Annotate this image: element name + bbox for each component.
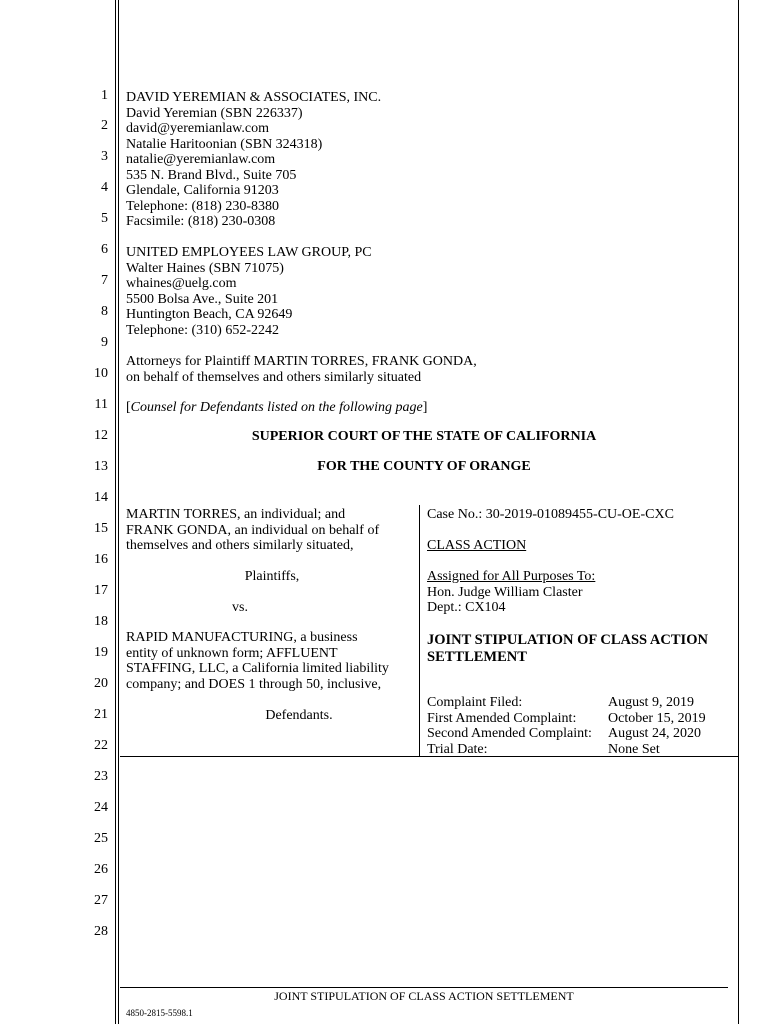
line-number: 2: [101, 118, 108, 133]
line-number: 4: [101, 180, 108, 195]
line-number: 7: [101, 273, 108, 288]
attorney-email: david@yeremianlaw.com: [126, 121, 269, 136]
line-number: 10: [94, 366, 108, 381]
line-number: 17: [94, 583, 108, 598]
defendants-line: RAPID MANUFACTURING, a business: [126, 630, 358, 645]
line-number: 11: [94, 397, 108, 412]
document-title-line: JOINT STIPULATION OF CLASS ACTION: [427, 632, 708, 648]
attorneys-for-line: on behalf of themselves and others similarly situated: [126, 369, 422, 385]
line-number: 9: [101, 335, 108, 350]
date-value: October 15, 2019: [608, 710, 706, 726]
line-number: 28: [94, 924, 108, 939]
firm-city: Glendale, California 91203: [126, 183, 279, 198]
defendants-line: entity of unknown form; AFFLUENT: [126, 645, 338, 661]
line-number: 26: [94, 862, 108, 877]
footer-title: JOINT STIPULATION OF CLASS ACTION SETTLEMENT: [274, 989, 574, 1003]
line-number: 19: [94, 645, 108, 660]
line-number: 8: [101, 304, 108, 319]
bracket-open: [: [126, 400, 131, 415]
line-number: 1: [101, 88, 108, 103]
class-action-label: CLASS ACTION: [427, 538, 527, 553]
line-number: 23: [94, 769, 108, 784]
line-number: 3: [101, 149, 108, 164]
line-number: 20: [94, 676, 108, 691]
firm-facsimile: Facsimile: (818) 230-0308: [126, 214, 276, 229]
plaintiffs-label: Plaintiffs,: [244, 569, 300, 584]
line-number: 24: [94, 800, 108, 815]
date-value: None Set: [608, 741, 660, 757]
left-margin-rule-inner: [118, 0, 119, 1024]
firm-name: UNITED EMPLOYEES LAW GROUP, PC: [126, 245, 372, 260]
firm-telephone: Telephone: (310) 652-2242: [126, 322, 279, 338]
line-number: 18: [94, 614, 108, 629]
assigned-label: Assigned for All Purposes To:: [427, 569, 596, 584]
date-label: Complaint Filed:: [427, 695, 523, 710]
document-title-line: SETTLEMENT: [427, 649, 527, 665]
department: Dept.: CX104: [427, 600, 506, 615]
date-label: Trial Date:: [427, 741, 488, 757]
left-margin-rule: [115, 0, 116, 1024]
defendants-line: company; and DOES 1 through 50, inclusive,: [126, 676, 382, 692]
attorney-email: whaines@uelg.com: [126, 276, 237, 291]
footer-rule: [120, 987, 728, 988]
firm-name: DAVID YEREMIAN & ASSOCIATES, INC.: [126, 90, 382, 105]
firm-address: 535 N. Brand Blvd., Suite 705: [126, 167, 297, 183]
firm-city: Huntington Beach, CA 92649: [126, 307, 293, 322]
firm-address: 5500 Bolsa Ave., Suite 201: [126, 291, 279, 307]
line-number: 27: [94, 893, 108, 908]
judge-name: Hon. Judge William Claster: [427, 584, 583, 600]
defense-counsel-note: [126, 400, 427, 416]
versus-label: vs.: [232, 600, 248, 615]
line-number: 14: [94, 490, 108, 505]
defendants-label: Defendants.: [265, 708, 333, 723]
bracket-close: ]: [422, 400, 428, 415]
line-number: 15: [94, 521, 108, 536]
date-value: August 9, 2019: [608, 695, 694, 710]
attorney-name: David Yeremian (SBN 226337): [126, 105, 303, 121]
plaintiffs-line: themselves and others similarly situated,: [126, 538, 354, 553]
line-number: 21: [94, 707, 108, 722]
line-number: 16: [94, 552, 108, 567]
firm-telephone: Telephone: (818) 230-8380: [126, 198, 279, 214]
date-value: August 24, 2020: [608, 726, 701, 741]
line-number: 13: [94, 459, 108, 474]
defendants-line: STAFFING, LLC, a California limited liability: [126, 661, 389, 676]
attorneys-for-line: Attorneys for Plaintiff MARTIN TORRES, FRANK GONDA,: [126, 354, 477, 369]
date-label: First Amended Complaint:: [427, 710, 577, 726]
attorney-email: natalie@yeremianlaw.com: [126, 152, 276, 167]
defense-counsel-note-text: Counsel for Defendants listed on the following page: [130, 400, 423, 415]
line-number: 5: [101, 211, 108, 226]
line-number: 6: [101, 242, 108, 257]
attorney-name: Walter Haines (SBN 71075): [126, 260, 284, 276]
attorney-name: Natalie Haritoonian (SBN 324318): [126, 136, 323, 152]
line-number: 12: [94, 428, 108, 443]
plaintiffs-line: FRANK GONDA, an individual on behalf of: [126, 522, 380, 538]
court-county: FOR THE COUNTY OF ORANGE: [317, 459, 531, 474]
line-number: 22: [94, 738, 108, 753]
court-name: SUPERIOR COURT OF THE STATE OF CALIFORNIA: [251, 429, 597, 444]
case-number: Case No.: 30-2019-01089455-CU-OE-CXC: [427, 507, 674, 522]
document-id: 4850-2815-5598.1: [126, 1008, 193, 1018]
date-label: Second Amended Complaint:: [427, 726, 592, 741]
line-number: 25: [94, 831, 108, 846]
right-margin-rule: [738, 0, 739, 1024]
plaintiffs-line: MARTIN TORRES, an individual; and: [126, 507, 346, 522]
